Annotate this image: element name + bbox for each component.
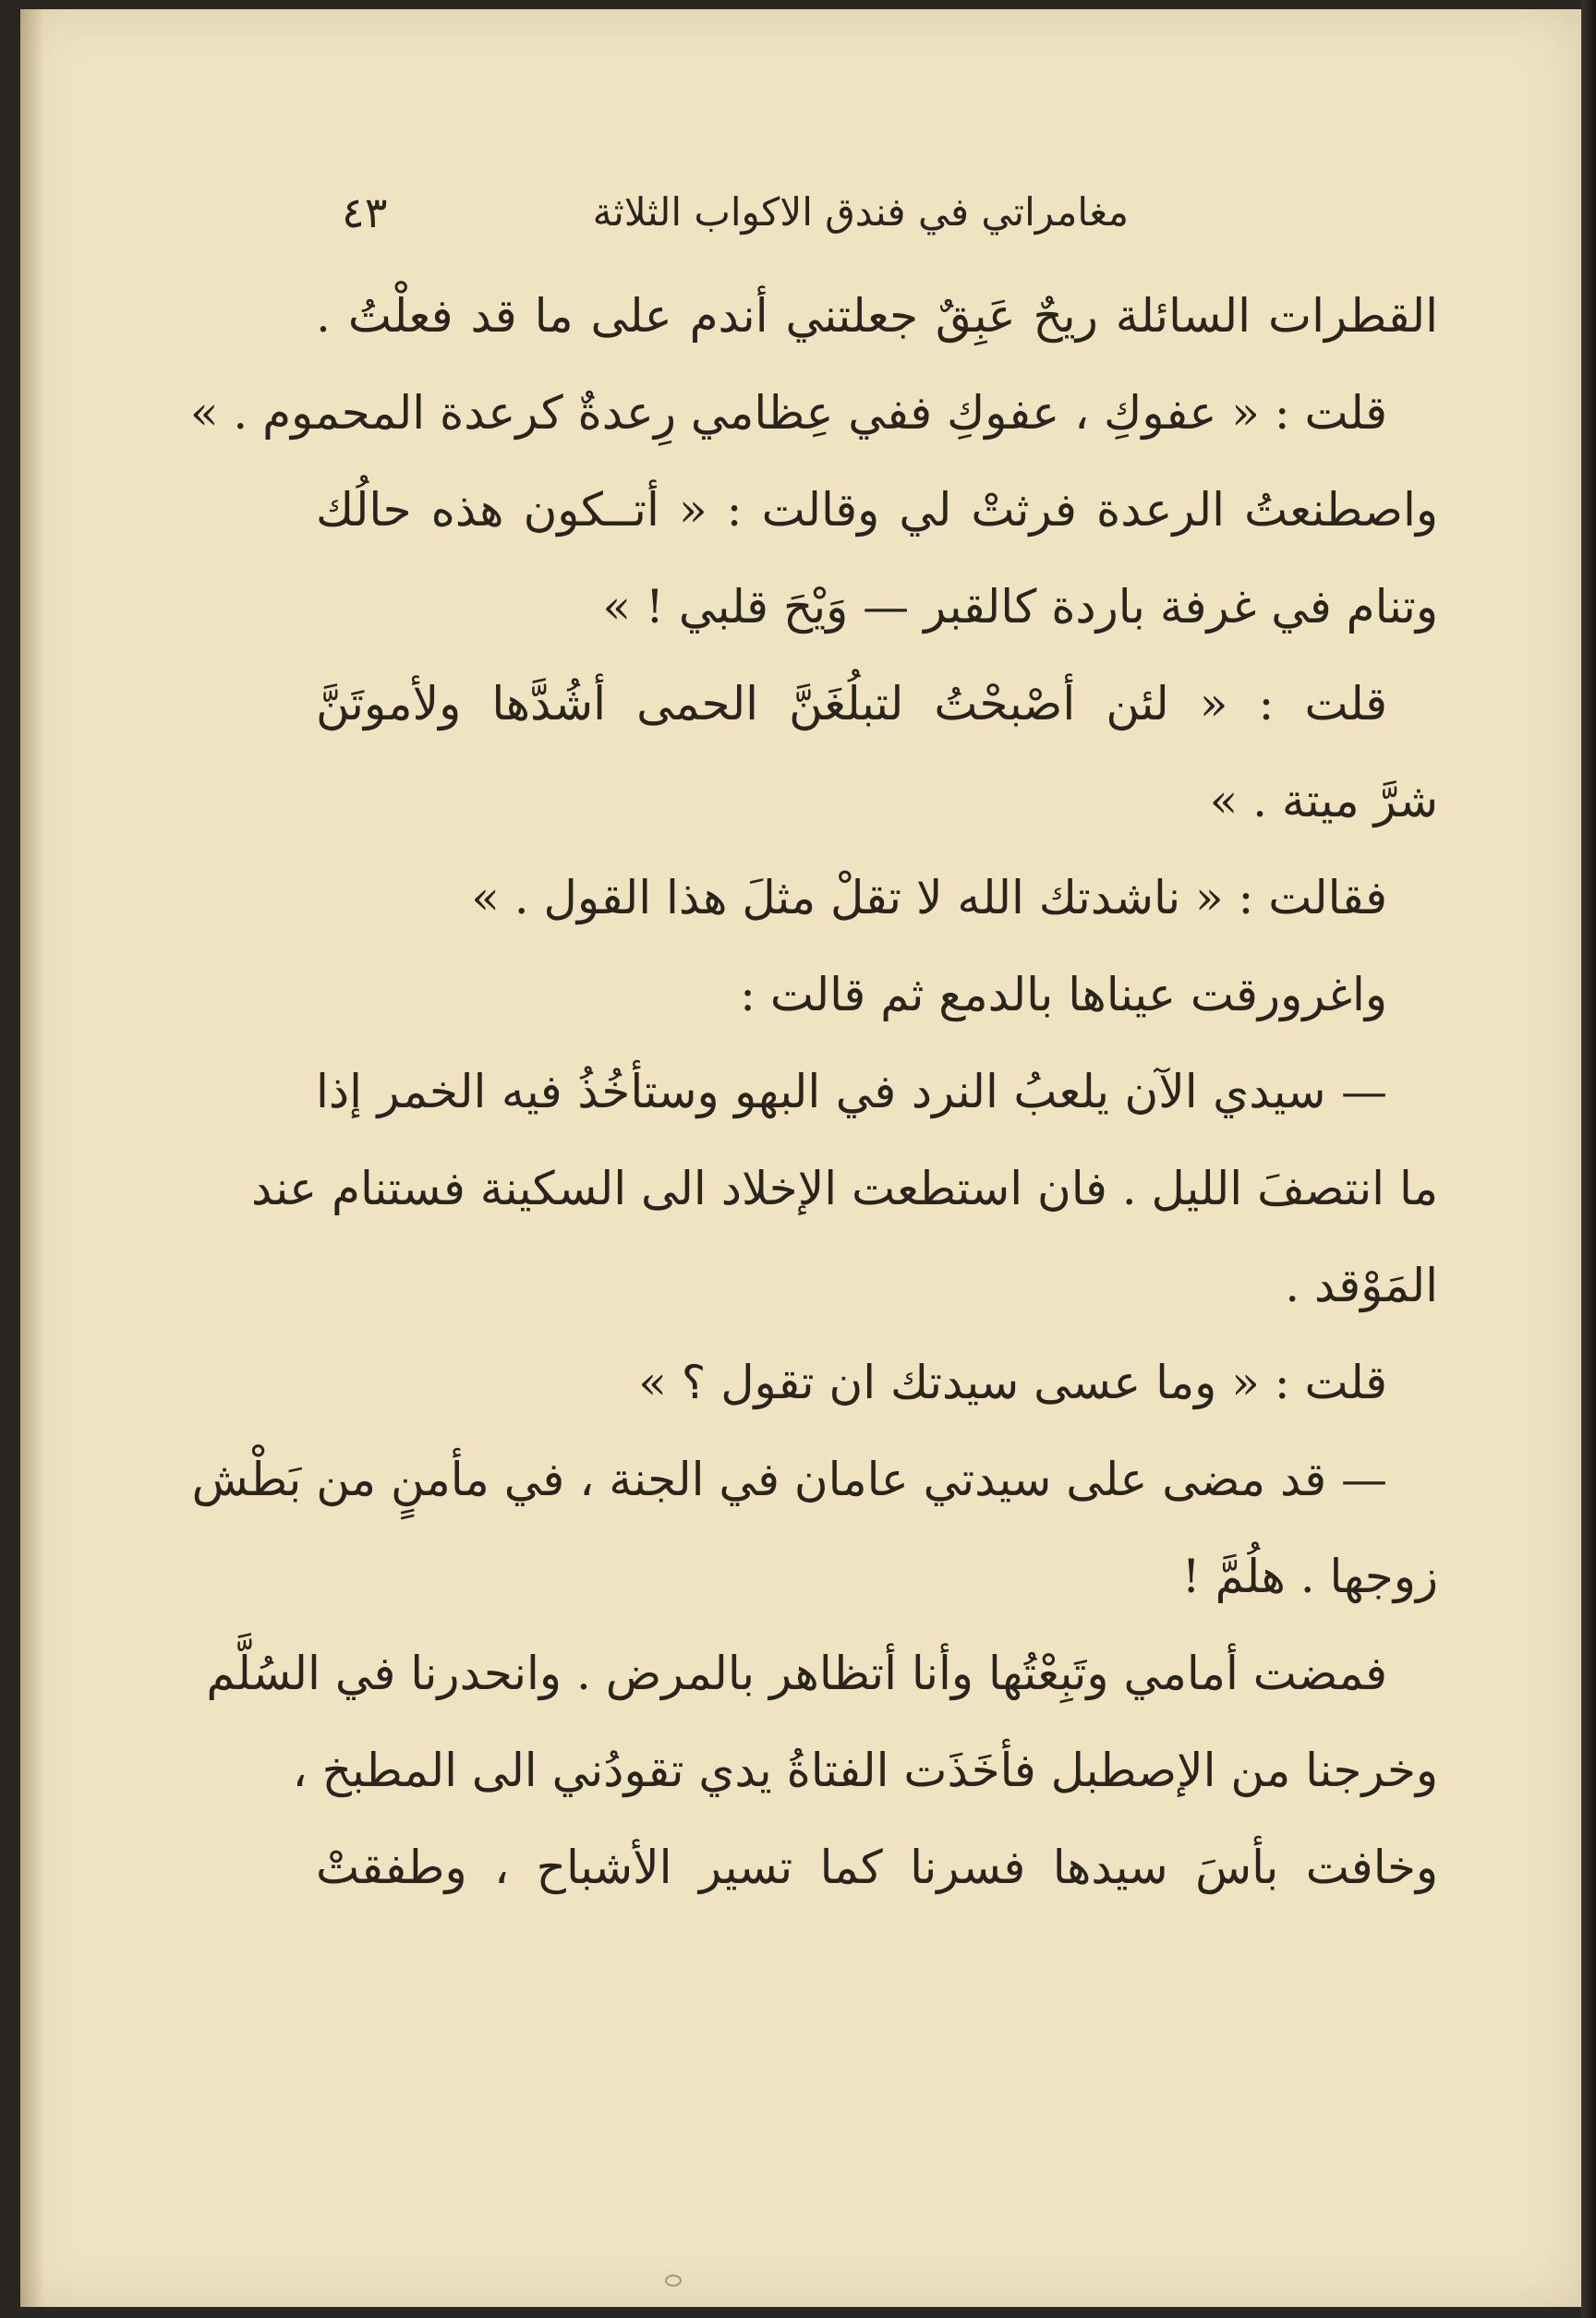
text-line-17: وخافت بأسَ سيدها فسرنا كما تسير الأشباح ، وطفقتْ (316, 1841, 1438, 1894)
text-line-8: واغرورقت عيناها بالدمع ثم قالت : (740, 968, 1387, 1021)
book-page (20, 9, 1581, 2307)
text-line-7: فقالت : « ناشدتك الله لا تقلْ مثلَ هذا القول . » (471, 871, 1387, 924)
text-line-1: القطرات السائلة ريحٌ عَبِقٌ جعلتني أندم على ما قد فعلْتُ . (316, 289, 1438, 343)
text-line-14: زوجها . هلُمَّ ! (1181, 1550, 1438, 1603)
page-number: ٤٣ (342, 187, 388, 237)
text-line-15: فمضت أمامي وتَبِعْتُها وأنا أتظاهر بالمرض . وانحدرنا في السُلَّم (206, 1647, 1387, 1700)
running-title: مغامراتي في فندق الاكواب الثلاثة (592, 189, 1129, 235)
text-line-11: المَوْقد . (1285, 1259, 1438, 1312)
text-line-13: — قد مضى على سيدتي عامان في الجنة ، في مأمنٍ من بَطْش (191, 1453, 1387, 1506)
text-line-16: وخرجنا من الإصطبل فأخَذَت الفتاةُ يدي تقودُني الى المطبخ ، (292, 1744, 1438, 1797)
page-footer-mark (665, 2275, 682, 2287)
text-line-12: قلت : « وما عسى سيدتك ان تقول ؟ » (638, 1356, 1387, 1409)
text-block (189, 185, 1438, 1916)
text-line-2: قلت : « عفوكِ ، عفوكِ ففي عِظامي رِعدةٌ كرعدة المحموم . » (189, 386, 1387, 440)
text-line-9: — سيدي الآن يلعبُ النرد في البهو وستأخُذُ فيه الخمر إذا (316, 1065, 1387, 1118)
running-head (316, 185, 1438, 249)
text-line-6: شرَّ ميتة . » (1209, 774, 1438, 827)
binding-edge (1581, 0, 1596, 2318)
text-line-5: قلت : « لئن أصْبحْتُ لتبلُغَنَّ الحمى أشُدَّها ولأموتَنَّ (316, 677, 1387, 730)
text-line-10: ما انتصفَ الليل . فان استطعت الإخلاد الى السكينة فستنام عند (250, 1162, 1438, 1215)
text-line-4: وتنام في غرفة باردة كالقبر — وَيْحَ قلبي ! » (602, 580, 1438, 634)
text-line-3: واصطنعتُ الرعدة فرثتْ لي وقالت : « أتــكون هذه حالُك (316, 483, 1438, 537)
